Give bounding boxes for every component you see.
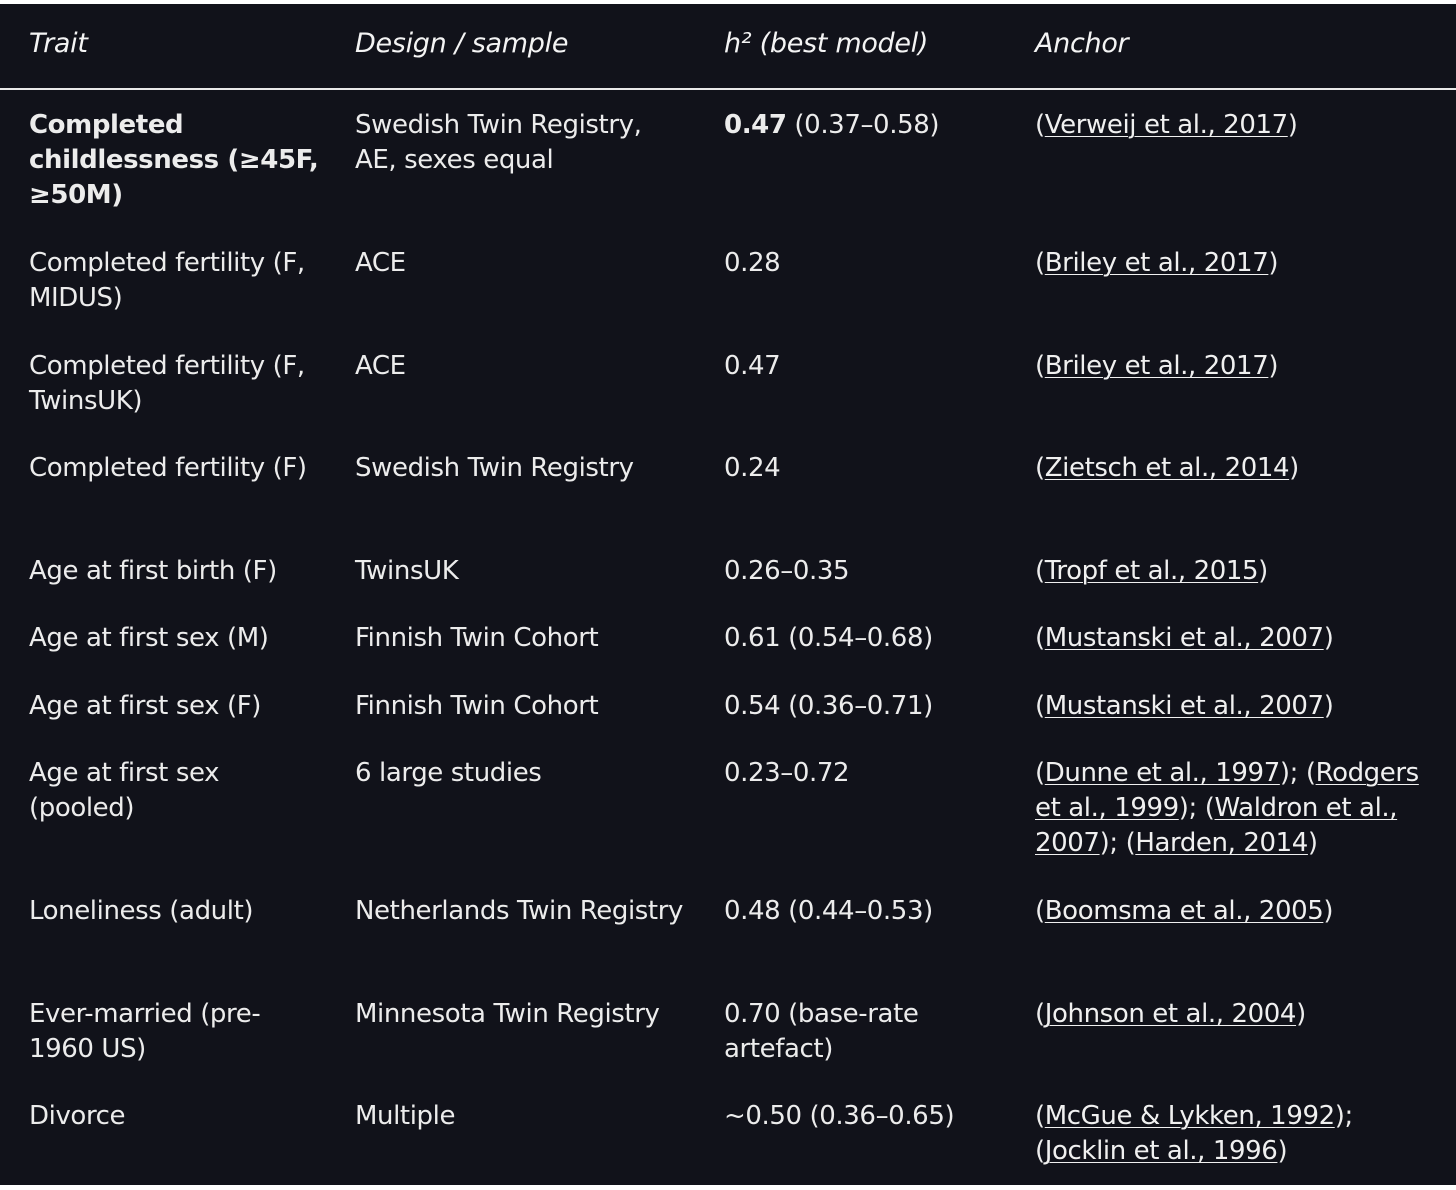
design-cell: ACE [355, 248, 406, 278]
heritability-table [0, 4, 1456, 1185]
design-cell: Finnish Twin Cohort [355, 691, 599, 721]
anchor-cell: (Dunne et al., 1997); (Rodgers et al., 1999); (Waldron et al., 2007); (Harden, 2014) [1035, 758, 1419, 858]
trait-cell: Completed fertility (F) [29, 453, 307, 483]
h2-cell [724, 689, 1014, 724]
citation-link[interactable]: Jocklin et al., 1996 [1044, 1136, 1278, 1166]
citation-link[interactable]: Johnson et al., 2004 [1044, 999, 1297, 1029]
h2-cell [724, 108, 1014, 143]
anchor-cell: (Briley et al., 2017) [1035, 351, 1279, 381]
citation-link[interactable]: Boomsma et al., 2005 [1044, 896, 1324, 926]
header-design: Design / sample [355, 28, 569, 59]
trait-cell: Age at first sex (pooled) [29, 758, 220, 823]
trait-cell: Ever-married (pre-1960 US) [29, 999, 261, 1064]
design-cell: TwinsUK [355, 556, 459, 586]
design-cell: Finnish Twin Cohort [355, 623, 599, 653]
header-trait: Trait [29, 28, 88, 59]
h2-interval: (0.37–0.58) [786, 110, 940, 140]
h2-value: 0.26–0.35 [724, 556, 850, 586]
citation-link[interactable]: Harden, 2014 [1135, 828, 1308, 858]
design-cell: ACE [355, 351, 406, 381]
trait-cell: Age at first sex (M) [29, 623, 269, 653]
h2-cell [724, 621, 1014, 656]
citation-link[interactable]: Rodgers et al., 1999 [1035, 758, 1419, 823]
citation-link[interactable]: Tropf et al., 2015 [1044, 556, 1259, 586]
h2-cell [724, 997, 1014, 1067]
design-cell: 6 large studies [355, 758, 542, 788]
anchor-cell: (Johnson et al., 2004) [1035, 999, 1306, 1029]
h2-value: 0.61 (0.54–0.68) [724, 623, 933, 653]
anchor-cell: (McGue & Lykken, 1992); (Jocklin et al., 1996) [1035, 1101, 1353, 1166]
h2-value: ~0.50 (0.36–0.65) [724, 1101, 955, 1131]
trait-cell: Divorce [29, 1101, 126, 1131]
h2-cell [724, 246, 1014, 281]
trait-cell: Completed fertility (F, MIDUS) [29, 248, 305, 313]
citation-link[interactable]: Verweij et al., 2017 [1044, 110, 1288, 140]
anchor-cell: (Briley et al., 2017) [1035, 248, 1279, 278]
h2-cell [724, 349, 1014, 384]
trait-cell: Completed fertility (F, TwinsUK) [29, 351, 305, 416]
trait-cell: Age at first birth (F) [29, 556, 277, 586]
h2-cell [724, 554, 1014, 589]
h2-value: 0.28 [724, 248, 781, 278]
h2-cell [724, 756, 1014, 791]
h2-value: 0.24 [724, 453, 781, 483]
design-cell: Multiple [355, 1101, 456, 1131]
citation-link[interactable]: Briley et al., 2017 [1044, 248, 1269, 278]
citation-link[interactable]: McGue & Lykken, 1992 [1044, 1101, 1335, 1131]
anchor-cell: (Zietsch et al., 2014) [1035, 453, 1299, 483]
citation-link[interactable]: Waldron et al., 2007 [1035, 793, 1398, 858]
design-cell: Netherlands Twin Registry [355, 896, 684, 926]
h2-cell [724, 1099, 1014, 1134]
h2-value: 0.54 (0.36–0.71) [724, 691, 933, 721]
anchor-cell: (Tropf et al., 2015) [1035, 556, 1268, 586]
table-header-row [0, 4, 1456, 90]
trait-cell: Completed childlessness (≥45F, ≥50M) [29, 110, 319, 210]
anchor-cell: (Boomsma et al., 2005) [1035, 896, 1334, 926]
citation-link[interactable]: Mustanski et al., 2007 [1044, 691, 1324, 721]
citation-link[interactable]: Dunne et al., 1997 [1044, 758, 1280, 788]
anchor-cell: (Mustanski et al., 2007) [1035, 691, 1334, 721]
h2-cell [724, 894, 1014, 929]
design-cell: Swedish Twin Registry [355, 453, 634, 483]
header-anchor: Anchor [1035, 28, 1129, 59]
design-cell: Minnesota Twin Registry [355, 999, 660, 1029]
anchor-cell: (Mustanski et al., 2007) [1035, 623, 1334, 653]
header-h2: h² (best model) [724, 28, 929, 59]
h2-value: 0.70 (base-rate artefact) [724, 999, 919, 1064]
design-cell: Swedish Twin Registry, AE, sexes equal [355, 110, 642, 175]
trait-cell: Loneliness (adult) [29, 896, 254, 926]
h2-value: 0.47 [724, 110, 787, 140]
h2-cell [724, 451, 1014, 486]
h2-value: 0.47 [724, 351, 781, 381]
citation-link[interactable]: Mustanski et al., 2007 [1044, 623, 1324, 653]
trait-cell: Age at first sex (F) [29, 691, 261, 721]
h2-value: 0.48 (0.44–0.53) [724, 896, 933, 926]
citation-link[interactable]: Briley et al., 2017 [1044, 351, 1269, 381]
citation-link[interactable]: Zietsch et al., 2014 [1044, 453, 1290, 483]
anchor-cell: (Verweij et al., 2017) [1035, 110, 1298, 140]
h2-value: 0.23–0.72 [724, 758, 850, 788]
